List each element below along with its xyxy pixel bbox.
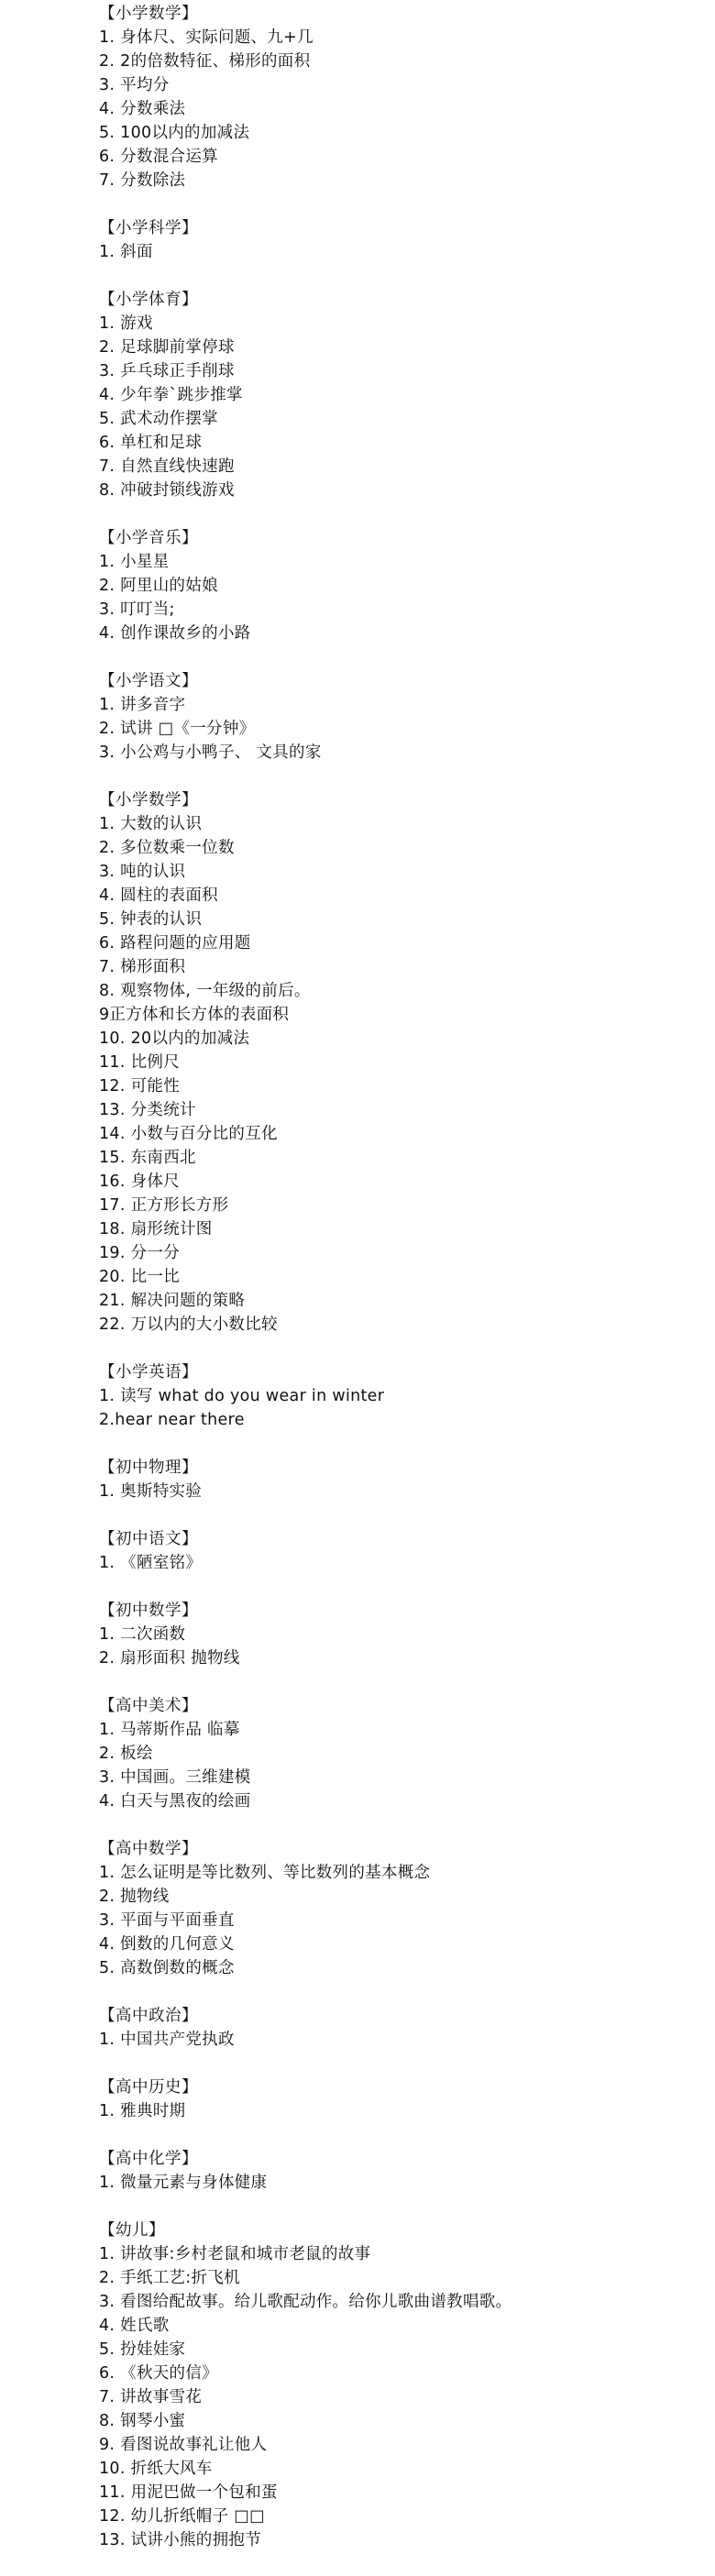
subject-section (99, 669, 715, 765)
topic-item: 22. 万以内的大小数比较 (99, 1316, 278, 1334)
topic-list (99, 812, 715, 1337)
section-heading: 【小学音乐】 (99, 529, 198, 547)
topic-item: 10. 折纸大风车 (99, 2460, 213, 2478)
subject-section (99, 788, 715, 1337)
topic-item: 1. 雅典时期 (99, 2102, 186, 2120)
topic-item: 4. 倒数的几何意义 (99, 1935, 235, 1954)
topic-item: 2. 板绘 (99, 1745, 153, 1763)
topic-item: 3. 平面与平面垂直 (99, 1911, 235, 1930)
topic-item: 7. 讲故事雪花 (99, 2388, 203, 2406)
topic-item: 3. 叮叮当; (99, 600, 175, 619)
topic-item: 5. 高数倒数的概念 (99, 1959, 235, 1977)
topic-item: 8. 冲破封锁线游戏 (99, 481, 235, 500)
topic-item: 3. 看图给配故事。给儿歌配动作。给你儿歌曲谱教唱歌。 (99, 2293, 512, 2311)
subject-section (99, 1694, 715, 1813)
topic-item: 6. 分数混合运算 (99, 148, 218, 166)
subject-section (99, 2147, 715, 2195)
topic-item: 1. 斜面 (99, 243, 153, 261)
topic-list (99, 1623, 715, 1670)
topic-item: 20. 比一比 (99, 1268, 180, 1286)
topic-item: 1. 小星星 (99, 553, 170, 571)
topic-list (99, 2028, 715, 2052)
topic-item: 6. 《秋天的信》 (99, 2364, 218, 2383)
topic-item: 12. 幼儿折纸帽子 □□ (99, 2507, 265, 2526)
topic-item: 1. 二次函数 (99, 1625, 186, 1644)
topic-item: 1. 游戏 (99, 314, 153, 333)
section-heading: 【初中语文】 (99, 1530, 198, 1548)
topic-item: 15. 东南西北 (99, 1149, 196, 1167)
section-heading: 【小学英语】 (99, 1363, 198, 1382)
topic-item: 7. 梯形面积 (99, 958, 186, 976)
subject-section (99, 1837, 715, 1980)
topic-item: 2. 阿里山的姑娘 (99, 577, 218, 595)
topic-list (99, 2171, 715, 2195)
topic-item: 7. 自然直线快速跑 (99, 457, 235, 476)
topic-item: 2. 多位数乘一位数 (99, 839, 235, 857)
section-heading: 【高中政治】 (99, 2007, 198, 2025)
subject-section (99, 526, 715, 645)
topic-item: 6. 单杠和足球 (99, 434, 203, 452)
topic-list (99, 1384, 715, 1432)
topic-list (99, 312, 715, 502)
topic-item: 4. 分数乘法 (99, 100, 186, 118)
topic-list (99, 2099, 715, 2123)
topic-item: 18. 扇形统计图 (99, 1220, 213, 1238)
topic-item: 12. 可能性 (99, 1077, 180, 1095)
topic-list (99, 26, 715, 193)
section-heading: 【小学数学】 (99, 791, 198, 809)
topic-list (99, 1861, 715, 1980)
topic-item: 1. 讲多音字 (99, 696, 186, 714)
subject-section (99, 2004, 715, 2052)
topic-item: 11. 用泥巴做一个包和蛋 (99, 2483, 278, 2502)
topic-item: 5. 100以内的加减法 (99, 124, 250, 142)
subject-section (99, 216, 715, 264)
topic-item: 1. 怎么证明是等比数列、等比数列的基本概念 (99, 1864, 431, 1882)
topic-item: 5. 扮娃娃家 (99, 2340, 186, 2359)
topic-item: 6. 路程问题的应用题 (99, 934, 251, 952)
topic-list (99, 1718, 715, 1813)
topic-item: 4. 白天与黑夜的绘画 (99, 1792, 251, 1811)
section-heading: 【小学体育】 (99, 291, 198, 309)
topic-item: 2. 试讲 □《一分钟》 (99, 720, 256, 738)
topic-item: 2. 2的倍数特征、梯形的面积 (99, 52, 311, 71)
section-heading: 【初中物理】 (99, 1459, 198, 1477)
topic-item: 9正方体和长方体的表面积 (99, 1006, 290, 1024)
subject-section (99, 288, 715, 502)
topic-item: 5. 钟表的认识 (99, 910, 203, 929)
topic-item: 8. 观察物体, 一年级的前后。 (99, 982, 311, 1000)
topic-item: 5. 武术动作摆掌 (99, 410, 218, 428)
topic-item: 11. 比例尺 (99, 1053, 180, 1072)
topic-item: 1. 微量元素与身体健康 (99, 2174, 268, 2192)
topic-list (99, 1551, 715, 1575)
topic-item: 9. 看图说故事礼让他人 (99, 2436, 268, 2454)
section-heading: 【小学语文】 (99, 672, 198, 690)
section-heading: 【幼儿】 (99, 2221, 165, 2240)
subject-section (99, 1527, 715, 1575)
section-heading: 【小学科学】 (99, 219, 198, 237)
topic-item: 1. 身体尺、实际问题、九+几 (99, 28, 314, 47)
section-heading: 【初中数学】 (99, 1602, 198, 1620)
topic-item: 13. 分类统计 (99, 1101, 196, 1119)
topic-item: 1. 讲故事:乡村老鼠和城市老鼠的故事 (99, 2245, 371, 2263)
topic-item: 2. 扇形面积 抛物线 (99, 1649, 240, 1668)
topic-item: 2. 抛物线 (99, 1888, 170, 1906)
topic-item: 14. 小数与百分比的互化 (99, 1125, 278, 1143)
subject-section (99, 2218, 715, 2552)
topic-item: 3. 乒乓球正手削球 (99, 362, 235, 380)
topic-list (99, 1480, 715, 1503)
topic-item: 4. 圆柱的表面积 (99, 886, 218, 905)
topic-item: 21. 解决问题的策略 (99, 1292, 246, 1310)
topic-item: 1. 奥斯特实验 (99, 1482, 203, 1501)
topic-item: 1. 马蒂斯作品 临摹 (99, 1721, 240, 1739)
topic-item: 10. 20以内的加减法 (99, 1029, 250, 1048)
topic-item: 2. 手纸工艺:折飞机 (99, 2269, 240, 2287)
subject-section (99, 1456, 715, 1503)
subject-section (99, 1360, 715, 1432)
topic-item: 4. 姓氏歌 (99, 2317, 170, 2335)
section-heading: 【高中历史】 (99, 2078, 198, 2097)
subject-section (99, 2, 715, 193)
topic-list (99, 240, 715, 264)
topic-list (99, 693, 715, 765)
section-heading: 【高中数学】 (99, 1840, 198, 1858)
topic-item: 1. 大数的认识 (99, 815, 203, 833)
topic-item: 17. 正方形长方形 (99, 1196, 229, 1215)
topic-item: 2.hear near there (99, 1411, 245, 1429)
topic-item: 3. 平均分 (99, 76, 170, 94)
subject-section (99, 1599, 715, 1670)
topic-item: 1. 读写 what do you wear in winter (99, 1387, 385, 1405)
topic-item: 1. 中国共产党执政 (99, 2031, 235, 2049)
subject-section (99, 2075, 715, 2123)
section-heading: 【高中美术】 (99, 1697, 198, 1715)
topic-item: 4. 创作课故乡的小路 (99, 624, 251, 643)
topic-item: 8. 钢琴小蜜 (99, 2412, 186, 2430)
topic-list (99, 550, 715, 645)
topic-item: 3. 吨的认识 (99, 863, 186, 881)
topic-item: 3. 中国画。三维建模 (99, 1768, 251, 1787)
topic-item: 7. 分数除法 (99, 171, 186, 190)
topic-item: 1. 《陋室铭》 (99, 1554, 203, 1572)
topic-item: 3. 小公鸡与小鸭子、 文具的家 (99, 743, 322, 762)
topic-item: 2. 足球脚前掌停球 (99, 338, 235, 357)
topic-item: 19. 分一分 (99, 1244, 180, 1262)
topic-item: 13. 试讲小熊的拥抱节 (99, 2531, 261, 2549)
topic-item: 4. 少年拳`跳步推掌 (99, 386, 243, 404)
section-heading: 【小学数学】 (99, 5, 198, 23)
section-heading: 【高中化学】 (99, 2150, 198, 2168)
topic-item: 16. 身体尺 (99, 1172, 180, 1191)
topic-list (99, 2242, 715, 2552)
